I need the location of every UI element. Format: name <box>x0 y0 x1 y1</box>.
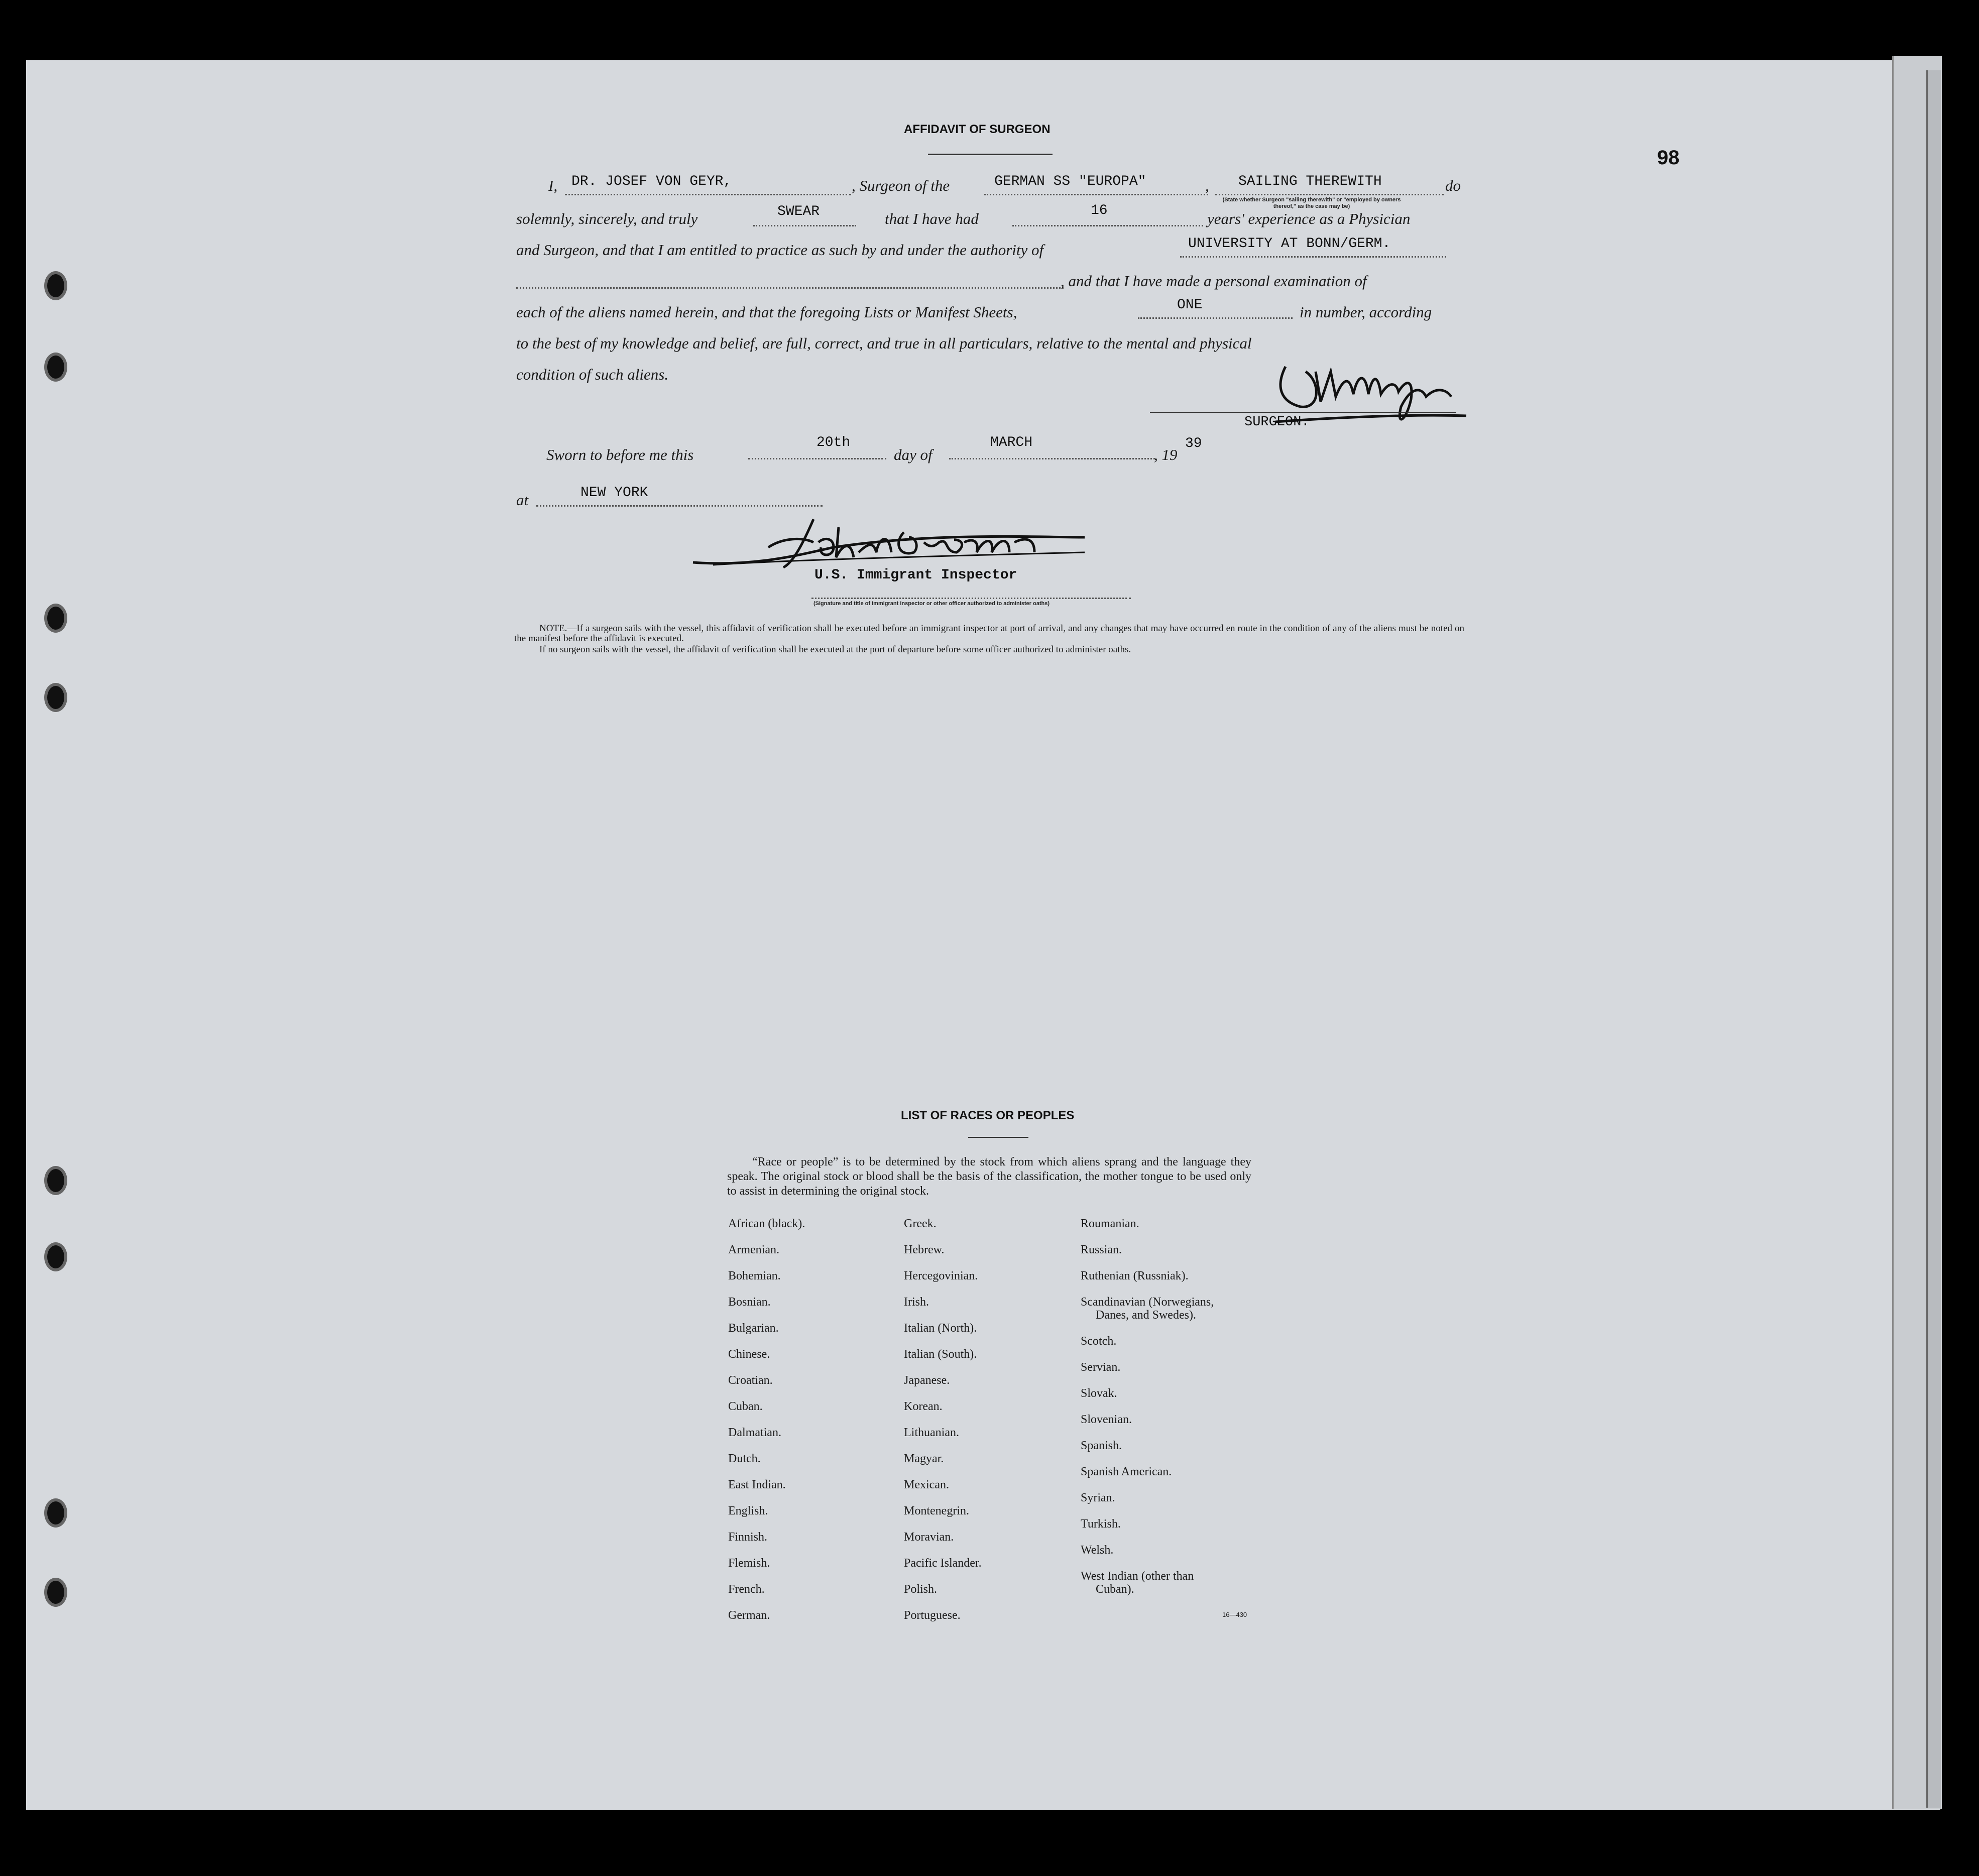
line2-solemnly: solemnly, sincerely, and truly <box>516 210 698 227</box>
inspector-hint: (Signature and title of immigrant inspector or other officer authorized to administer oaths) <box>813 601 1050 607</box>
status-hint: (State whether Surgeon "sailing therewith" or "employed by owners thereof," as the case may be) <box>1222 197 1401 209</box>
year-prefix: , 19 <box>1154 446 1178 463</box>
race-item: Turkish. <box>1081 1517 1121 1531</box>
race-item: Finnish. <box>728 1531 768 1544</box>
race-item: Chinese. <box>728 1348 770 1361</box>
races-column-2 <box>904 1217 982 1635</box>
race-item: Servian. <box>1081 1361 1121 1374</box>
binder-hole <box>44 1242 67 1271</box>
ship-line <box>984 194 1208 195</box>
line6-text: to the best of my knowledge and belief, are full, correct, and true in all particulars, relative to the mental and physical <box>516 334 1252 352</box>
line2-years: years' experience as a Physician <box>1207 210 1411 227</box>
race-item: Italian (North). <box>904 1322 977 1335</box>
race-item: Dalmatian. <box>728 1426 781 1439</box>
race-item: Flemish. <box>728 1557 770 1570</box>
race-item: Italian (South). <box>904 1348 977 1361</box>
race-item: Greek. <box>904 1217 937 1230</box>
comma: , <box>1205 177 1209 194</box>
binder-hole <box>44 683 67 712</box>
line4-text: , and that I have made a personal examination of <box>1061 272 1367 290</box>
oath-line <box>753 225 856 226</box>
race-item: Korean. <box>904 1400 943 1413</box>
race-item: German. <box>728 1609 770 1622</box>
affidavit-title: AFFIDAVIT OF SURGEON <box>904 123 1051 136</box>
inspector-line <box>811 598 1131 599</box>
years-experience: 16 <box>1091 203 1108 218</box>
sworn-month-line <box>949 458 1155 459</box>
races-title-rule <box>968 1137 1028 1138</box>
line5-number: in number, according <box>1300 303 1432 321</box>
race-item: Slovak. <box>1081 1387 1117 1400</box>
place-line <box>536 505 823 507</box>
at-label: at <box>516 491 529 509</box>
page-number: 98 <box>1657 147 1680 169</box>
sworn-day: 20th <box>817 435 851 450</box>
races-column-1 <box>728 1217 805 1635</box>
status-line <box>1215 194 1444 195</box>
race-item-continued: Cuban). <box>1096 1583 1134 1596</box>
binder-hole <box>44 271 67 300</box>
line7-text: condition of such aliens. <box>516 366 669 383</box>
sworn-place: NEW YORK <box>580 485 648 501</box>
race-item: Scotch. <box>1081 1335 1117 1348</box>
race-item: English. <box>728 1504 768 1517</box>
inspector-title: U.S. Immigrant Inspector <box>814 567 1017 583</box>
line5-text: each of the aliens named herein, and that the foregoing Lists or Manifest Sheets, <box>516 303 1017 321</box>
race-item: Cuban. <box>728 1400 763 1413</box>
races-column-3 <box>1081 1217 1214 1596</box>
race-item: West Indian (other than <box>1081 1570 1194 1583</box>
line1-do: do <box>1445 177 1461 194</box>
line2-that: that I have had <box>885 210 979 227</box>
binder-hole <box>44 353 67 382</box>
race-item: African (black). <box>728 1217 805 1230</box>
race-item: Slovenian. <box>1081 1413 1132 1426</box>
race-item: Dutch. <box>728 1452 761 1465</box>
surgeon-signature-line <box>1150 412 1456 413</box>
race-item: Bosnian. <box>728 1296 771 1309</box>
sheets-line <box>1138 317 1293 319</box>
note-1: NOTE.—If a surgeon sails with the vessel, this affidavit of verification shall be executed before an immigrant inspector at port of arrival, and any changes that may have occurred en route in the condition of any of the aliens must be noted on the manifest before the affidavit is executed. <box>514 623 1464 644</box>
sworn-day-line <box>748 458 886 459</box>
race-item: French. <box>728 1583 765 1596</box>
manifest-page <box>26 60 1940 1810</box>
binder-hole <box>44 604 67 633</box>
races-title: LIST OF RACES OR PEOPLES <box>901 1109 1075 1122</box>
binder-hole <box>44 1166 67 1195</box>
year-suffix: 39 <box>1185 436 1202 451</box>
sheet-count: ONE <box>1177 297 1203 313</box>
race-item: Armenian. <box>728 1243 779 1256</box>
race-item: Scandinavian (Norwegians, <box>1081 1296 1214 1309</box>
race-item-continued: Danes, and Swedes). <box>1096 1309 1196 1322</box>
race-item: East Indian. <box>728 1478 786 1491</box>
race-item: Moravian. <box>904 1531 954 1544</box>
day-of: day of <box>894 446 933 463</box>
form-number: 16—430 <box>1222 1611 1247 1618</box>
page-edge-back <box>1926 70 1941 1808</box>
authority-line-2 <box>516 287 1064 289</box>
ship-name: GERMAN SS "EUROPA" <box>994 174 1146 189</box>
years-line <box>1012 225 1203 226</box>
races-intro: “Race or people” is to be determined by the stock from which aliens sprang and the language they speak. The original stock or blood shall be the basis of the classification, the mother tongue to be used only to assist in determining the original stock. <box>727 1155 1251 1198</box>
race-item: Magyar. <box>904 1452 944 1465</box>
race-item: Bulgarian. <box>728 1322 779 1335</box>
race-item: Spanish. <box>1081 1439 1122 1452</box>
race-item: Portuguese. <box>904 1609 961 1622</box>
race-item: Russian. <box>1081 1243 1122 1256</box>
binder-hole <box>44 1498 67 1528</box>
race-item: Roumanian. <box>1081 1217 1139 1230</box>
sworn-text: Sworn to before me this <box>546 446 694 463</box>
race-item: Hercegovinian. <box>904 1269 978 1282</box>
race-item: Polish. <box>904 1583 938 1596</box>
race-item: Croatian. <box>728 1374 773 1387</box>
race-item: Lithuanian. <box>904 1426 959 1439</box>
race-item: Bohemian. <box>728 1269 781 1282</box>
race-item: Japanese. <box>904 1374 950 1387</box>
oath-type: SWEAR <box>777 204 820 219</box>
line3-text: and Surgeon, and that I am entitled to practice as such by and under the authority of <box>516 241 1044 259</box>
authority: UNIVERSITY AT BONN/GERM. <box>1188 236 1391 252</box>
race-item: Syrian. <box>1081 1491 1115 1504</box>
race-item: Pacific Islander. <box>904 1557 982 1570</box>
surgeon-status: SAILING THEREWITH <box>1238 174 1382 189</box>
sworn-month: MARCH <box>990 435 1033 450</box>
race-item: Irish. <box>904 1296 929 1309</box>
race-item: Hebrew. <box>904 1243 945 1256</box>
title-rule <box>928 154 1053 155</box>
race-item: Mexican. <box>904 1478 949 1491</box>
surgeon-name: DR. JOSEF VON GEYR, <box>571 174 732 189</box>
race-item: Welsh. <box>1081 1544 1114 1557</box>
race-item: Spanish American. <box>1081 1465 1172 1478</box>
surgeon-label: SURGEON. <box>1244 415 1310 430</box>
line1-surgeon-of: , Surgeon of the <box>852 177 950 194</box>
race-item: Ruthenian (Russniak). <box>1081 1269 1189 1282</box>
line1-i: I, <box>548 177 558 194</box>
race-item: Montenegrin. <box>904 1504 969 1517</box>
authority-line <box>1180 256 1446 258</box>
surgeon-name-line <box>565 194 851 195</box>
note-2: If no surgeon sails with the vessel, the affidavit of verification shall be executed at the port of departure before some officer authorized to administer oaths. <box>539 644 1131 655</box>
binder-hole <box>44 1578 67 1607</box>
